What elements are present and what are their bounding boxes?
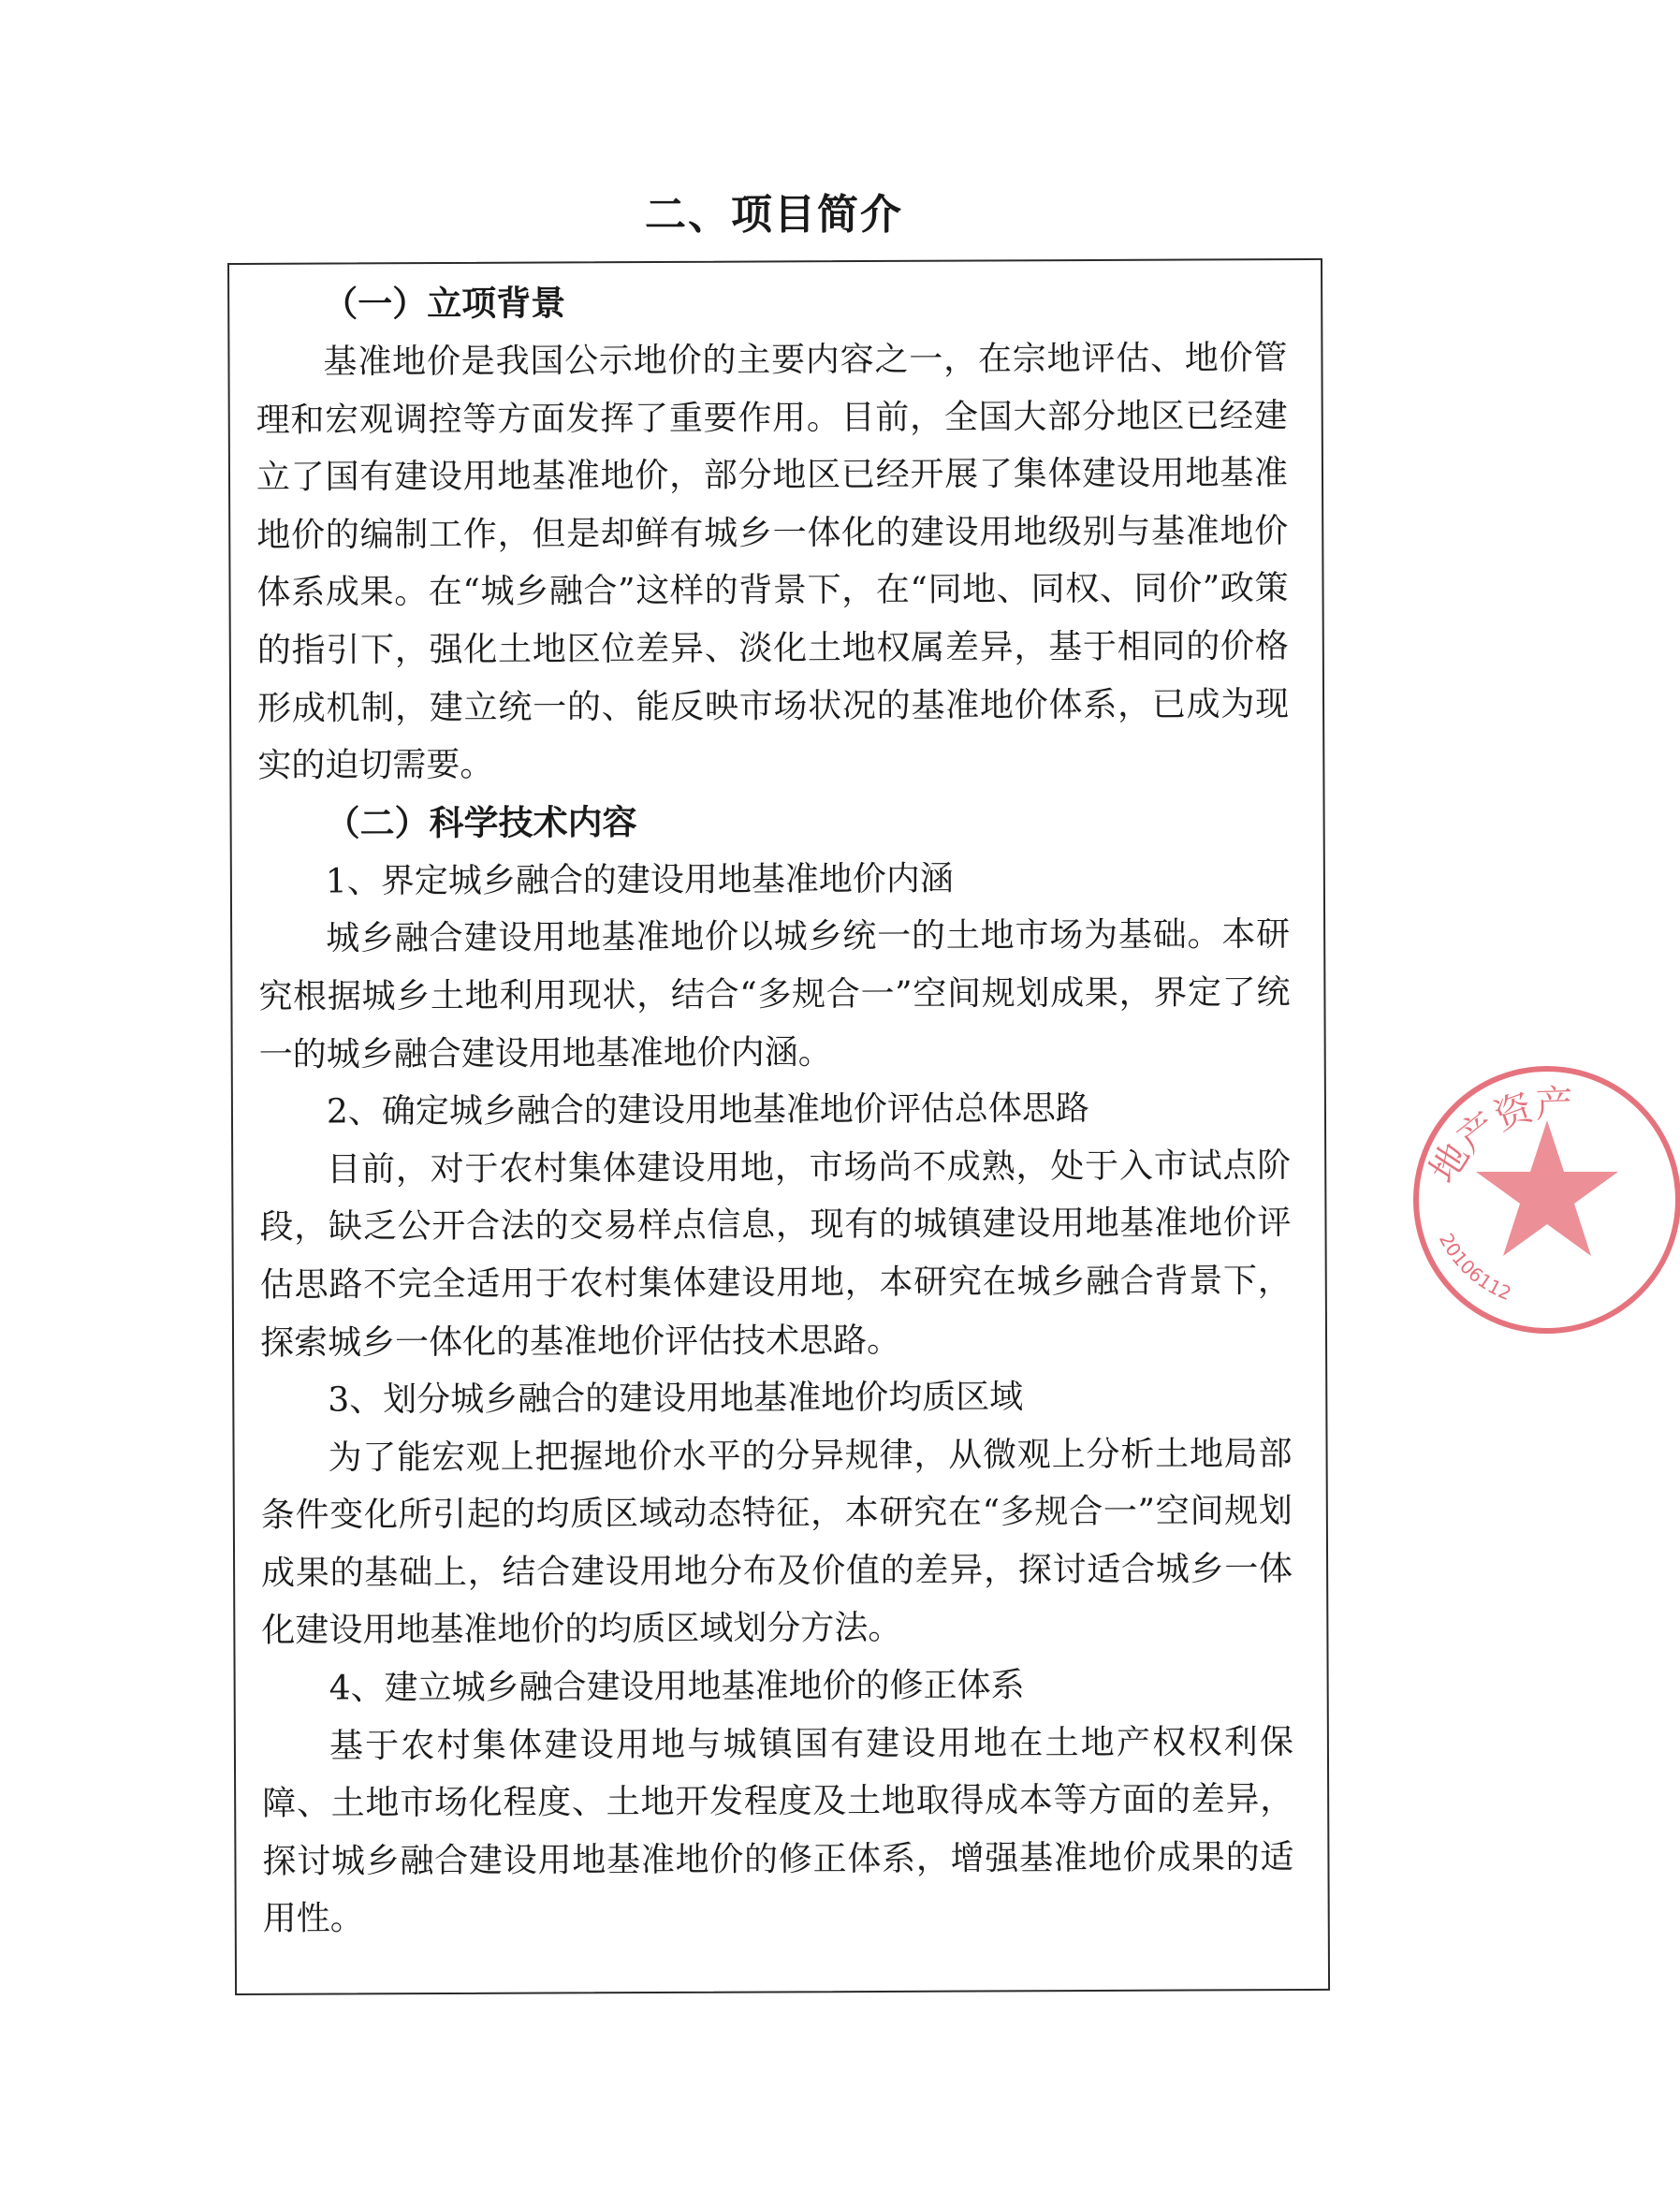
seal-number: 20106112 [1434, 1229, 1515, 1306]
company-seal [1409, 1041, 1574, 1350]
item-text-1: 城乡融合建设用地基准地价以城乡统一的土地市场为基础。本研究根据城乡土地利用现状，结合“多规合一”空间规划成果，界定了统一的城乡融合建设用地基准地价内涵。 [258, 915, 1291, 1074]
section-heading-background: （一）立项背景 [323, 283, 566, 325]
background-paragraph: 基准地价是我国公示地价的主要内容之一，在宗地评估、地价管理和宏观调控等方面发挥了重要作用。目前，全国大部分地区已经建立了国有建设用地基准地价，部分地区已经开展了集体建设用地基准地价的编制工作，但是却鲜有城乡一体化的建设用地级别与基准地价体系成果。在“城乡融合”这样的背景下，在“同地、同权、同价”政策的指引下，强化土地区位差异、淡化土地权属差异，基于相同的价格形成机制，建立统一的、能反映市场状况的基准地价体系，已成为现实的迫切需要。 [256, 339, 1290, 786]
item-title-3: 3、划分城乡融合的建设用地基准地价均质区域 [328, 1378, 1024, 1420]
item-text-3: 为了能宏观上把握地价水平的分异规律，从微观上分析土地局部条件变化所引起的均质区域动态特征，本研究在“多规合一”空间规划成果的基础上，结合建设用地分布及价值的差异，探讨适合城乡一体化建设用地基准地价的均质区域划分方法。 [260, 1434, 1293, 1651]
item-title-4: 4、建立城乡融合建设用地基准地价的修正体系 [329, 1666, 1025, 1708]
item-title-2: 2、确定城乡融合的建设用地基准地价评估总体思路 [326, 1089, 1089, 1132]
item-title-1: 1、界定城乡融合的建设用地基准地价内涵 [325, 859, 954, 901]
content-box [227, 258, 1330, 1995]
item-text-2: 目前，对于农村集体建设用地，市场尚不成熟，处于入市试点阶段，缺乏公开合法的交易样点信息，现有的城镇建设用地基准地价评估思路不完全适用于农村集体建设用地，本研究在城乡融合背景下，探索城乡一体化的基准地价评估技术思路。 [259, 1146, 1292, 1363]
item-text-4: 基于农村集体建设用地与城镇国有建设用地在土地产权权利保障、土地市场化程度、土地开发程度及土地取得成本等方面的差异，探讨城乡融合建设用地基准地价的修正体系，增强基准地价成果的适用性。 [262, 1722, 1294, 1939]
section-heading-science: （二）科学技术内容 [325, 801, 637, 844]
page-title: 二、项目简介 [645, 191, 903, 239]
seal-text: 地产资产 [1421, 1082, 1574, 1191]
seal-stamp-icon [1409, 1041, 1680, 1350]
